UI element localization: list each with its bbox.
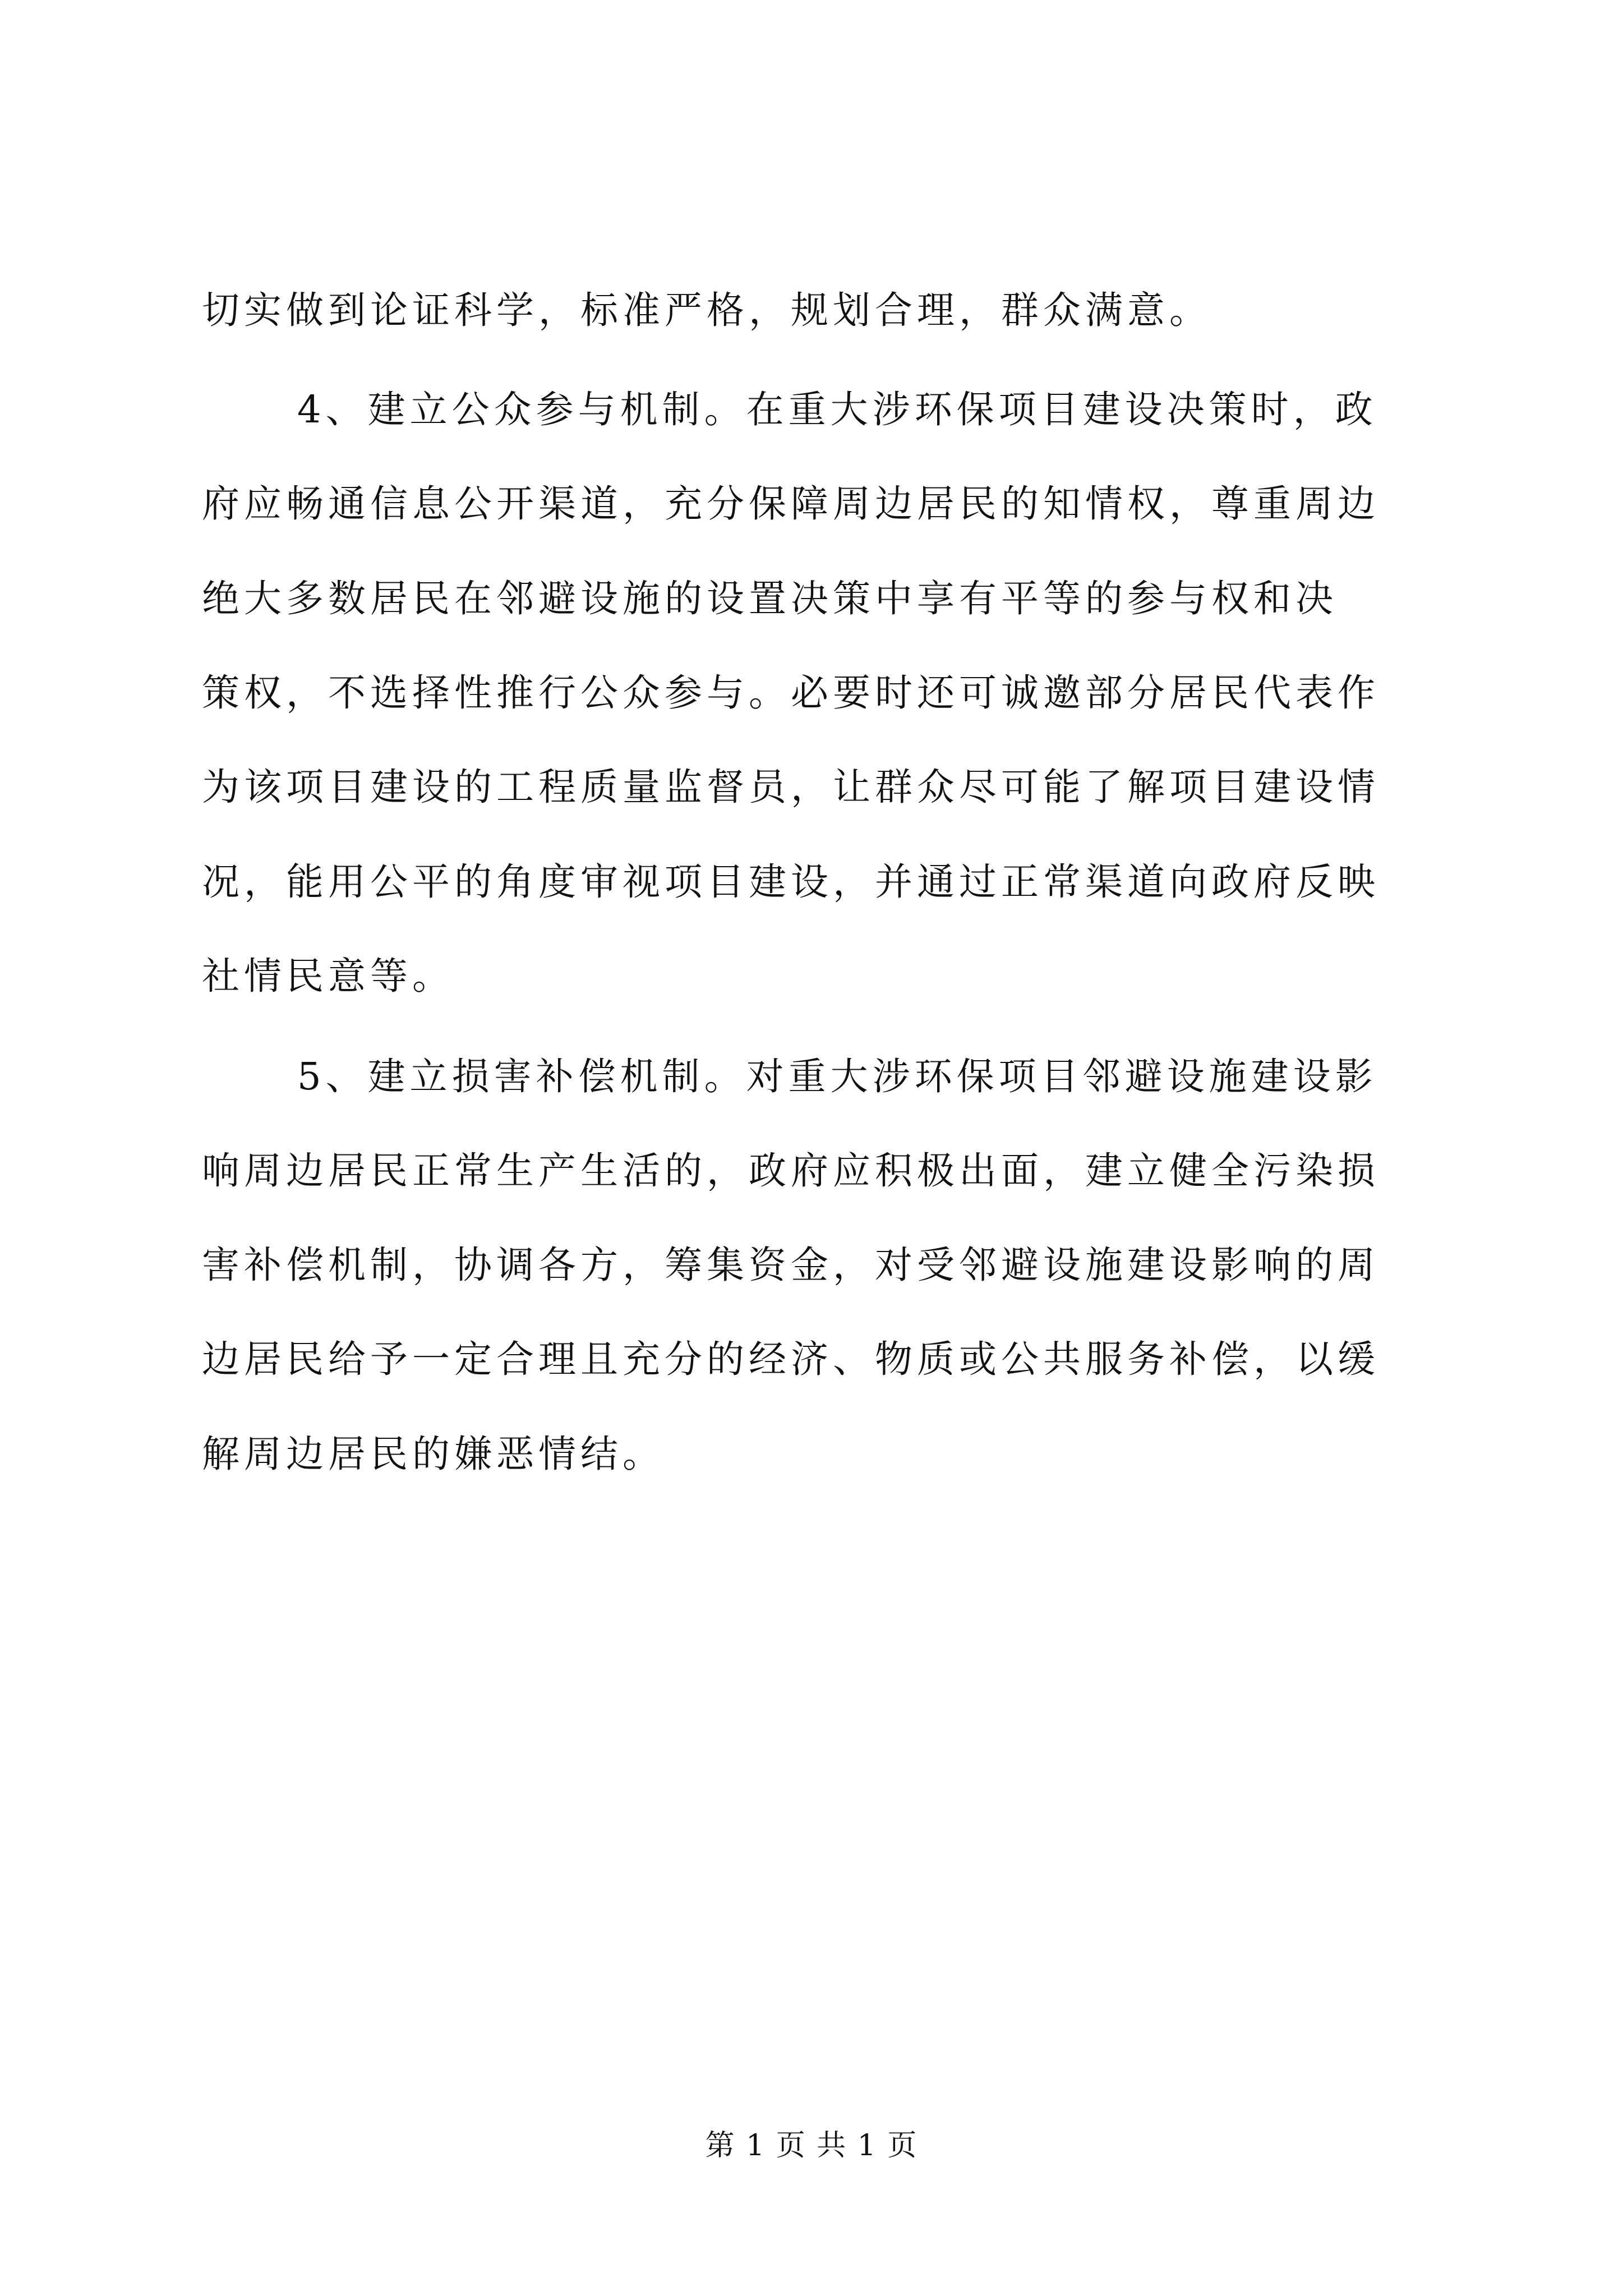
paragraph-3-continuation-line: 切实做到论证科学，标准严格，规划合理，群众满意。: [202, 288, 1211, 332]
paragraph-5-line: 响周边居民正常生产生活的，政府应积极出面，建立健全污染损: [202, 1149, 1380, 1193]
paragraph-4-last-line: 社情民意等。: [202, 954, 454, 998]
paragraph-4-line: 况，能用公平的角度审视项目建设，并通过正常渠道向政府反映: [202, 860, 1380, 904]
paragraph-5-line: 害补偿机制，协调各方，筹集资金，对受邻避设施建设影响的周: [202, 1243, 1380, 1287]
paragraph-5-line: 边居民给予一定合理且充分的经济、物质或公共服务补偿，以缓: [202, 1337, 1380, 1381]
paragraph-5-first-line: 5、建立损害补偿机制。对重大涉环保项目邻避设施建设影: [297, 1055, 1377, 1098]
paragraph-4-line: 府应畅通信息公开渠道，充分保障周边居民的知情权，尊重周边: [202, 482, 1380, 526]
paragraph-4-line: 策权，不选择性推行公众参与。必要时还可诚邀部分居民代表作: [202, 671, 1380, 715]
paragraph-4-line: 为该项目建设的工程质量监督员，让群众尽可能了解项目建设情: [202, 765, 1380, 809]
paragraph-4-line: 绝大多数居民在邻避设施的设置决策中享有平等的参与权和决: [202, 577, 1338, 620]
paragraph-5-last-line: 解周边居民的嫌恶情结。: [202, 1432, 665, 1476]
paragraph-4-first-line: 4、建立公众参与机制。在重大涉环保项目建设决策时，政: [297, 388, 1377, 431]
page-number-footer: 第 1 页 共 1 页: [705, 2129, 918, 2162]
